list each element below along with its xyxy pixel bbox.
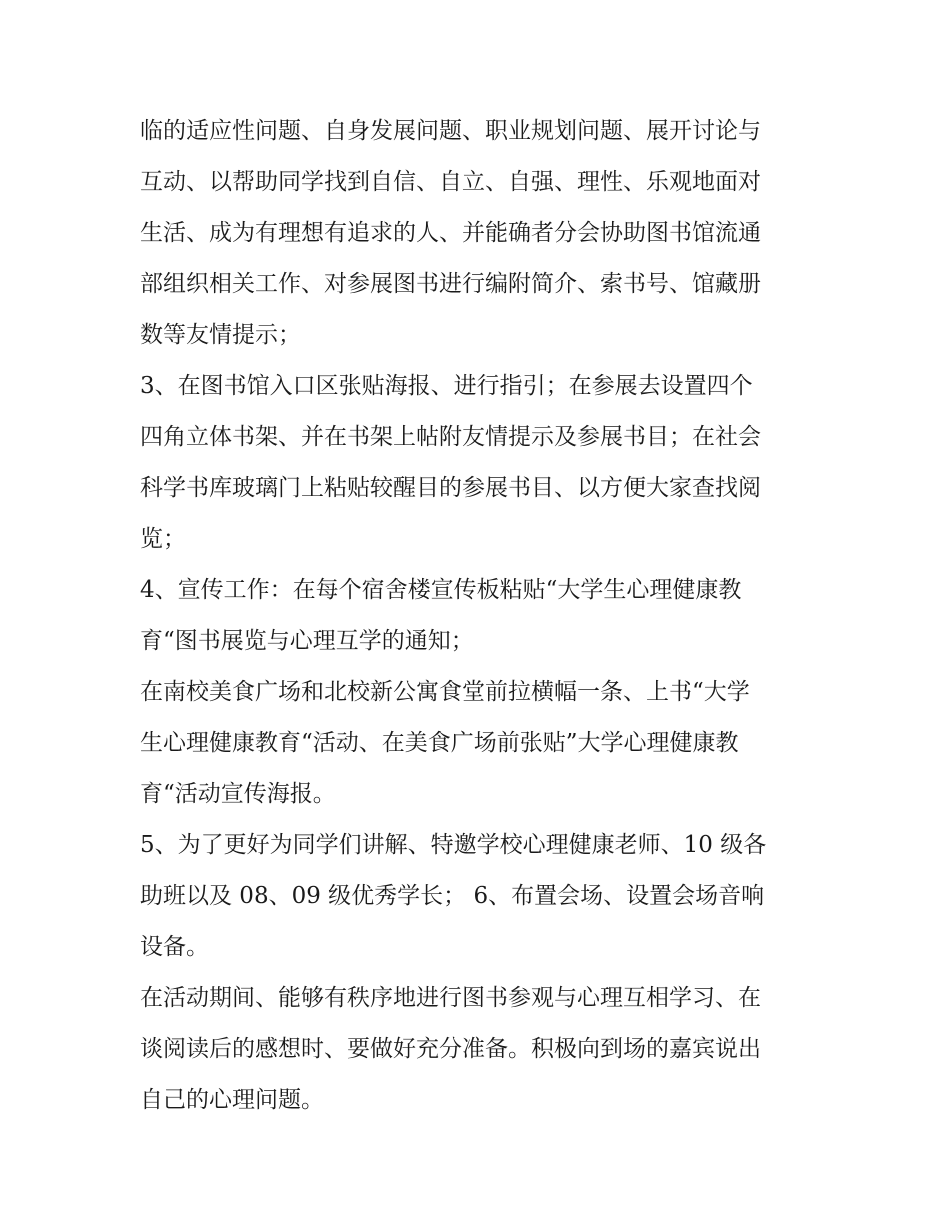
text-line: 设备。 bbox=[140, 934, 209, 960]
text-line: 自己的心理问题。 bbox=[140, 1087, 324, 1113]
text-line: 生活、成为有理想有追求的人、并能确者分会协助图书馆流通 bbox=[140, 220, 761, 246]
text-line: 助班以及 08、09 级优秀学长； 6、布置会场、设置会场音响 bbox=[140, 883, 765, 909]
text-line: 数等友情提示； bbox=[140, 322, 301, 348]
text-line: 3、在图书馆入口区张贴海报、进行指引；在参展去设置四个 bbox=[140, 373, 753, 399]
text-line: 览； bbox=[140, 526, 186, 552]
text-line: 临的适应性问题、自身发展问题、职业规划问题、展开讨论与 bbox=[140, 118, 761, 144]
text-line: 在南校美食广场和北校新公寓食堂前拉横幅一条、上书“大学 bbox=[140, 679, 750, 705]
text-line: 科学书库玻璃门上粘贴较醒目的参展书目、以方便大家查找阅 bbox=[140, 475, 761, 501]
text-line: 育“图书展览与心理互学的通知； bbox=[140, 628, 474, 654]
text-line: 四角立体书架、并在书架上帖附友情提示及参展书目；在社会 bbox=[140, 424, 761, 450]
text-line: 生心理健康教育“活动、在美食广场前张贴”大学心理健康教 bbox=[140, 730, 739, 756]
text-line: 互动、以帮助同学找到自信、自立、自强、理性、乐观地面对 bbox=[140, 169, 761, 195]
text-line: 部组织相关工作、对参展图书进行编附简介、索书号、馆藏册 bbox=[140, 271, 761, 297]
body-text bbox=[140, 106, 820, 1126]
text-line: 5、为了更好为同学们讲解、特邀学校心理健康老师、10 级各 bbox=[140, 832, 767, 858]
text-line: 育“活动宣传海报。 bbox=[140, 781, 336, 807]
text-line: 谈阅读后的感想时、要做好充分准备。积极向到场的嘉宾说出 bbox=[140, 1036, 761, 1062]
text-line: 在活动期间、能够有秩序地进行图书参观与心理互相学习、在 bbox=[140, 985, 761, 1011]
text-line: 4、宣传工作：在每个宿舍楼宣传板粘贴“大学生心理健康教 bbox=[140, 577, 742, 603]
